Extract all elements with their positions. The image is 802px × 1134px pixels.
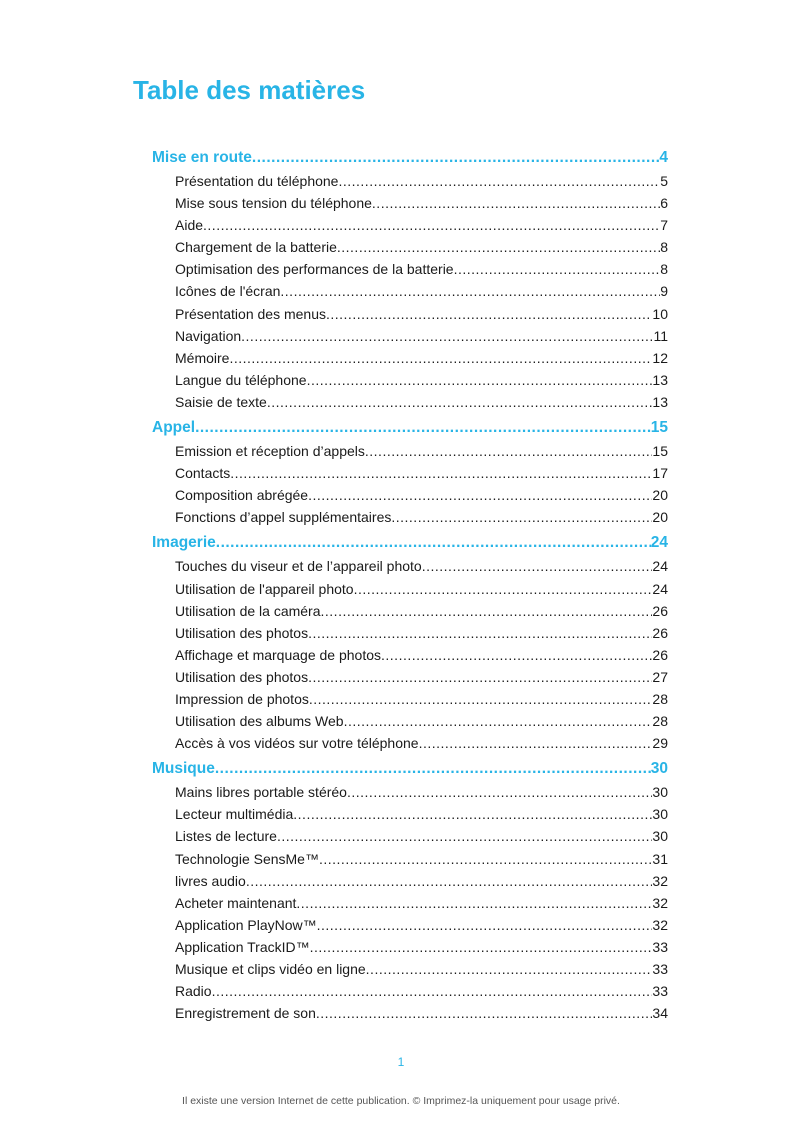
toc-entry-title: Mémoire — [175, 349, 230, 366]
toc-entry-page: 29 — [652, 735, 668, 752]
toc-entry-page: 8 — [660, 239, 668, 256]
toc-entry-page: 13 — [652, 393, 668, 410]
dot-leader — [195, 416, 651, 440]
toc-entry[interactable] — [152, 555, 668, 577]
page-title: Table des matières — [133, 75, 366, 105]
dot-leader — [391, 506, 652, 528]
dot-leader — [246, 870, 653, 892]
toc-entry-title: Musique et clips vidéo en ligne — [175, 961, 366, 977]
toc-entry-page: 13 — [652, 371, 668, 388]
dot-leader — [252, 146, 659, 170]
toc-section — [152, 757, 668, 1024]
dot-leader — [308, 484, 652, 506]
toc-entry-title: Langue du téléphone — [175, 371, 307, 388]
dot-leader — [310, 936, 653, 958]
dot-leader — [319, 848, 652, 870]
toc-entry-page: 30 — [652, 806, 668, 823]
toc-entry-page: 9 — [660, 283, 668, 300]
toc-entry-title: Utilisation de l'appareil photo — [175, 580, 354, 597]
dot-leader — [365, 440, 653, 462]
toc-entry-page: 10 — [652, 305, 668, 322]
toc-entry[interactable] — [152, 506, 668, 528]
toc-entry[interactable] — [152, 192, 668, 214]
toc-entry-page: 32 — [652, 916, 668, 933]
toc-entry[interactable] — [152, 347, 668, 369]
toc-entry-title: Contacts — [175, 465, 231, 482]
dot-leader — [347, 781, 652, 803]
toc-entry-title: Utilisation des photos — [175, 624, 309, 641]
toc-entry-title: Touches du viseur et de l’appareil photo — [175, 558, 422, 575]
dot-leader — [372, 192, 660, 214]
toc-entry-title: Affichage et marquage de photos — [175, 646, 382, 663]
toc-entry-title: Listes de lecture — [175, 828, 277, 845]
toc-entry-title: Utilisation des albums Web — [175, 713, 344, 730]
dot-leader — [321, 600, 653, 622]
dot-leader — [309, 688, 653, 710]
toc-entry-title: Utilisation de la caméra — [175, 602, 321, 619]
toc-entry[interactable] — [152, 280, 668, 302]
toc-entry-page: 33 — [652, 938, 668, 955]
dot-leader — [317, 914, 653, 936]
toc-entry[interactable] — [152, 870, 668, 892]
toc-entry-title: Chargement de la batterie — [175, 239, 337, 256]
toc-section-title: Appel — [152, 419, 196, 437]
dot-leader — [216, 531, 651, 555]
toc-entry-title: Optimisation des performances de la batterie — [175, 261, 454, 278]
toc-section-heading[interactable] — [152, 146, 668, 170]
toc-section-page: 15 — [650, 419, 668, 437]
toc-entry-title: Saisie de texte — [175, 393, 267, 410]
toc-entry-title: Fonctions d’appel supplémentaires — [175, 509, 392, 526]
dot-leader — [326, 303, 652, 325]
toc-entry-title: Emission et réception d’appels — [175, 443, 365, 460]
toc-entry[interactable] — [152, 484, 668, 506]
toc-entry-title: Icônes de l'écran — [175, 283, 281, 300]
toc-sub-list — [152, 170, 668, 413]
toc-entry[interactable] — [152, 600, 668, 622]
dot-leader — [308, 622, 652, 644]
dot-leader — [296, 892, 652, 914]
toc-entry[interactable] — [152, 781, 668, 803]
toc-entry-title: Acheter maintenant — [175, 894, 297, 911]
toc-entry-title: Mains libres portable stéréo — [175, 784, 347, 801]
toc-entry-page: 20 — [652, 487, 668, 504]
page-number: 1 — [397, 1055, 405, 1069]
toc-entry-page: 30 — [652, 828, 668, 845]
toc-section-title: Mise en route — [152, 149, 252, 166]
dot-leader — [344, 710, 653, 732]
dot-leader — [422, 555, 653, 577]
toc-entry-page: 34 — [652, 1005, 668, 1022]
toc-entry[interactable] — [152, 936, 668, 958]
toc-entry[interactable] — [152, 666, 668, 688]
toc-entry[interactable] — [152, 170, 668, 192]
toc-entry-title: Technologie SensMe™ — [175, 850, 319, 867]
toc-entry-title: Mise sous tension du téléphone — [175, 195, 372, 212]
toc-entry-page: 6 — [660, 195, 668, 212]
dot-leader — [215, 757, 651, 781]
toc-sub-list — [152, 555, 668, 754]
toc-entry[interactable] — [152, 914, 668, 936]
toc-entry[interactable] — [152, 710, 668, 732]
toc-entry-page: 12 — [652, 349, 668, 366]
toc-entry[interactable] — [152, 258, 668, 280]
toc-section-page: 30 — [650, 760, 668, 778]
toc-entry-title: Lecteur multimédia — [175, 806, 294, 823]
toc-entry[interactable] — [152, 325, 668, 347]
toc-entry-title: Enregistrement de son — [175, 1005, 316, 1022]
toc-entry[interactable] — [152, 644, 668, 666]
dot-leader — [316, 1002, 653, 1024]
toc-entry-title: Présentation du téléphone — [175, 173, 339, 189]
toc-entry-page: 15 — [652, 443, 668, 460]
toc-entry[interactable] — [152, 622, 668, 644]
dot-leader — [454, 258, 661, 280]
dot-leader — [241, 325, 653, 347]
toc-entry[interactable] — [152, 803, 668, 825]
dot-leader — [419, 732, 653, 754]
dot-leader — [338, 170, 660, 192]
dot-leader — [337, 236, 660, 258]
toc-entry-title: Application TrackID™ — [175, 938, 310, 955]
toc-entry-page: 31 — [652, 850, 668, 867]
toc-entry[interactable] — [152, 958, 668, 980]
toc-entry-page: 24 — [652, 558, 668, 575]
toc-entry-title: Impression de photos — [175, 690, 309, 707]
table-of-contents — [152, 146, 668, 1026]
toc-entry-page: 20 — [652, 509, 668, 526]
dot-leader — [293, 803, 652, 825]
toc-section — [152, 531, 668, 754]
toc-entry[interactable] — [152, 848, 668, 870]
toc-entry[interactable] — [152, 732, 668, 754]
toc-entry-page: 26 — [652, 624, 668, 641]
toc-entry[interactable] — [152, 892, 668, 914]
toc-entry[interactable] — [152, 1002, 668, 1024]
dot-leader — [366, 958, 653, 980]
toc-section-title: Imagerie — [152, 534, 216, 552]
dot-leader — [277, 825, 652, 847]
toc-entry[interactable] — [152, 980, 668, 1002]
toc-entry-title: Utilisation des photos — [175, 668, 309, 685]
toc-entry-title: Navigation — [175, 327, 242, 344]
toc-entry-page: 26 — [652, 646, 668, 663]
toc-section-title: Musique — [152, 760, 215, 778]
toc-entry-title: Aide — [175, 217, 204, 234]
toc-entry[interactable] — [152, 214, 668, 236]
toc-entry-page: 5 — [660, 173, 668, 189]
dot-leader — [229, 347, 652, 369]
toc-entry-page: 17 — [652, 465, 668, 482]
toc-entry-title: Radio — [175, 983, 212, 1000]
toc-entry-title: Présentation des menus — [175, 305, 326, 322]
toc-entry[interactable] — [152, 578, 668, 600]
dot-leader — [354, 578, 653, 600]
toc-entry[interactable] — [152, 369, 668, 391]
dot-leader — [280, 280, 660, 302]
toc-entry-page: 26 — [652, 602, 668, 619]
toc-entry-title: livres audio — [175, 872, 246, 889]
toc-sub-list — [152, 781, 668, 1024]
toc-entry-page: 32 — [652, 872, 668, 889]
toc-entry-page: 33 — [652, 961, 668, 977]
toc-section — [152, 146, 668, 413]
dot-leader — [203, 214, 660, 236]
toc-entry-title: Accès à vos vidéos sur votre téléphone — [175, 735, 419, 752]
dot-leader — [307, 369, 653, 391]
toc-entry-page: 11 — [653, 327, 668, 344]
toc-entry-page: 24 — [652, 580, 668, 597]
toc-entry[interactable] — [152, 440, 668, 462]
dot-leader — [308, 666, 652, 688]
toc-section-page: 24 — [650, 534, 668, 552]
toc-entry-page: 30 — [652, 784, 668, 801]
toc-entry-page: 7 — [660, 217, 668, 234]
toc-entry[interactable] — [152, 303, 668, 325]
toc-entry-page: 27 — [652, 668, 668, 685]
dot-leader — [230, 462, 652, 484]
toc-entry-page: 32 — [652, 894, 668, 911]
toc-entry[interactable] — [152, 236, 668, 258]
dot-leader — [381, 644, 652, 666]
toc-entry[interactable] — [152, 688, 668, 710]
toc-sub-list — [152, 440, 668, 528]
dot-leader — [267, 391, 653, 413]
toc-section-heading[interactable] — [152, 416, 668, 440]
toc-entry[interactable] — [152, 462, 668, 484]
toc-entry-title: Application PlayNow™ — [175, 916, 317, 933]
toc-section-heading[interactable] — [152, 531, 668, 555]
toc-section-heading[interactable] — [152, 757, 668, 781]
dot-leader — [212, 980, 653, 1002]
toc-entry-page: 28 — [652, 713, 668, 730]
toc-entry-page: 28 — [652, 690, 668, 707]
toc-entry-page: 8 — [660, 261, 668, 278]
toc-entry[interactable] — [152, 391, 668, 413]
footer-note: Il existe une version Internet de cette publication. © Imprimez-la uniquement pour usage privé. — [182, 1095, 620, 1107]
toc-section-page: 4 — [659, 149, 668, 166]
toc-section — [152, 416, 668, 528]
toc-entry[interactable] — [152, 825, 668, 847]
toc-entry-page: 33 — [652, 983, 668, 1000]
toc-entry-title: Composition abrégée — [175, 487, 309, 504]
